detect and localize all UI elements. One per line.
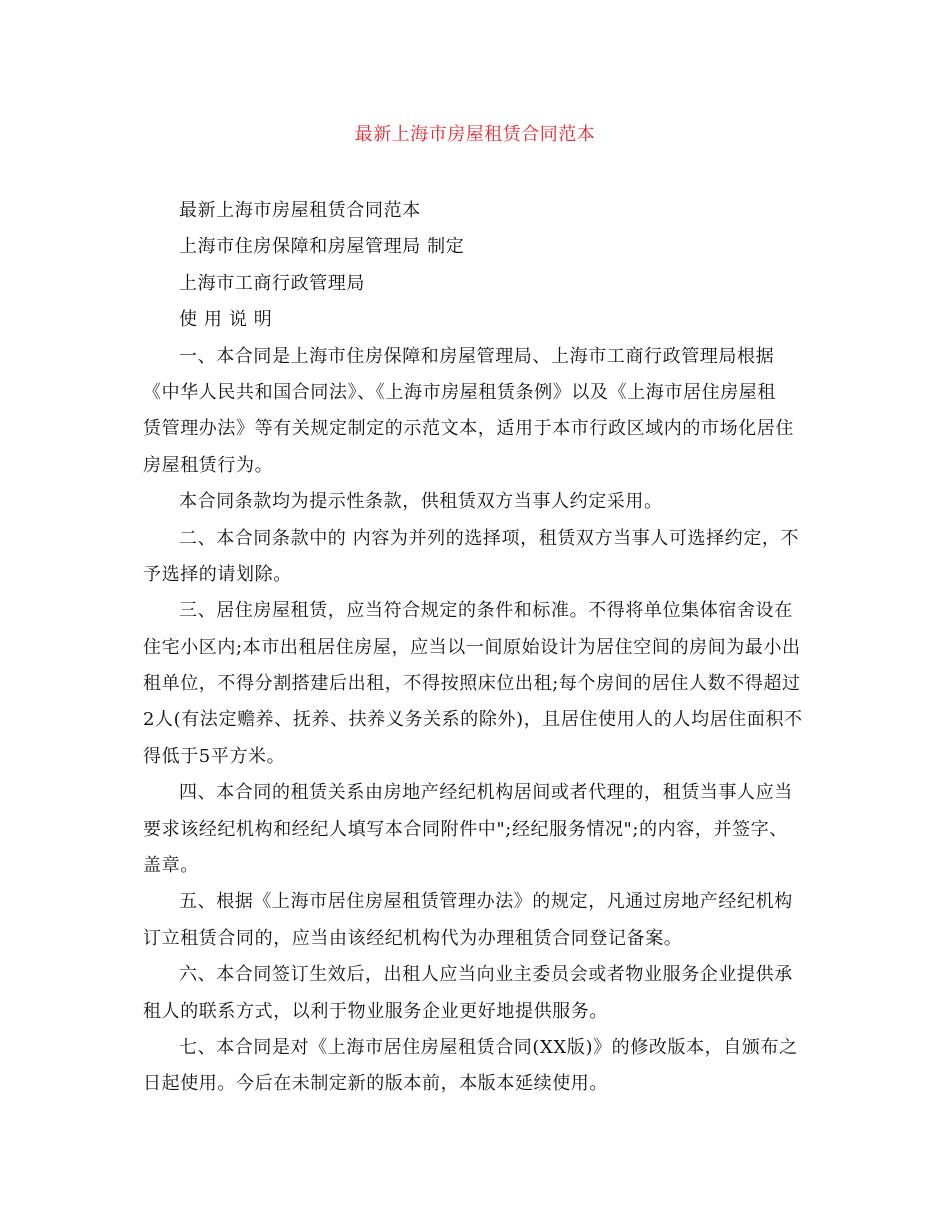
- paragraph-line: 上海市住房保障和房屋管理局 制定: [179, 236, 465, 258]
- paragraph-line: 予选择的请划除。: [143, 563, 292, 585]
- paragraph-line: 赁管理办法》等有关规定制定的示范文本，适用于本市行政区域内的市场化居住: [143, 418, 794, 440]
- paragraph-line: 租单位，不得分割搭建后出租，不得按照床位出租;每个房间的居住人数不得超过: [143, 673, 801, 695]
- paragraph-line: 四、本合同的租赁关系由房地产经纪机构居间或者代理的，租赁当事人应当: [179, 782, 793, 804]
- document-body: [143, 193, 811, 1103]
- paragraph-line: 最新上海市房屋租赁合同范本: [179, 200, 421, 221]
- paragraph-line: 五、根据《上海市居住房屋租赁管理办法》的规定，凡通过房地产经纪机构: [179, 891, 793, 913]
- paragraph-line: 使 用 说 明: [179, 309, 273, 331]
- paragraph-line: 盖章。: [143, 855, 199, 877]
- paragraph-line: 得低于5平方米。: [143, 745, 286, 767]
- paragraph-line: 租人的联系方式，以利于物业服务企业更好地提供服务。: [143, 1000, 608, 1022]
- paragraph-line: 一、本合同是上海市住房保障和房屋管理局、上海市工商行政管理局根据: [179, 345, 775, 367]
- paragraph-line: 《中华人民共和国合同法》、《上海市房屋租赁条例》以及《上海市居住房屋租: [143, 381, 776, 403]
- paragraph-line: 房屋租赁行为。: [143, 454, 274, 476]
- paragraph-line: 要求该经纪机构和经纪人填写本合同附件中";经纪服务情况";的内容，并签字、: [143, 818, 788, 840]
- paragraph-line: 六、本合同签订生效后，出租人应当向业主委员会或者物业服务企业提供承: [179, 964, 793, 986]
- paragraph-line: 七、本合同是对《上海市居住房屋租赁合同(XX版)》的修改版本，自颁布之: [179, 1036, 798, 1058]
- paragraph-line: 住宅小区内;本市出租居住房屋，应当以一间原始设计为居住空间的房间为最小出: [143, 636, 801, 658]
- document-title: 最新上海市房屋租赁合同范本: [354, 124, 596, 145]
- paragraph-line: 订立租赁合同的，应当由该经纪机构代为办理租赁合同登记备案。: [143, 927, 683, 949]
- paragraph-line: 2人(有法定赡养、抚养、扶养义务关系的除外)，且居住使用人的人均居住面积不: [143, 709, 803, 731]
- paragraph-line: 本合同条款均为提示性条款，供租赁双方当事人约定采用。: [179, 491, 663, 513]
- paragraph-line: 二、本合同条款中的 内容为并列的选择项，租赁双方当事人可选择约定，不: [179, 527, 800, 549]
- paragraph-line: 三、居住房屋租赁，应当符合规定的条件和标准。不得将单位集体宿舍设在: [179, 600, 793, 622]
- paragraph-line: 日起使用。今后在未制定新的版本前，本版本延续使用。: [143, 1073, 608, 1095]
- paragraph-line: 上海市工商行政管理局: [179, 272, 365, 294]
